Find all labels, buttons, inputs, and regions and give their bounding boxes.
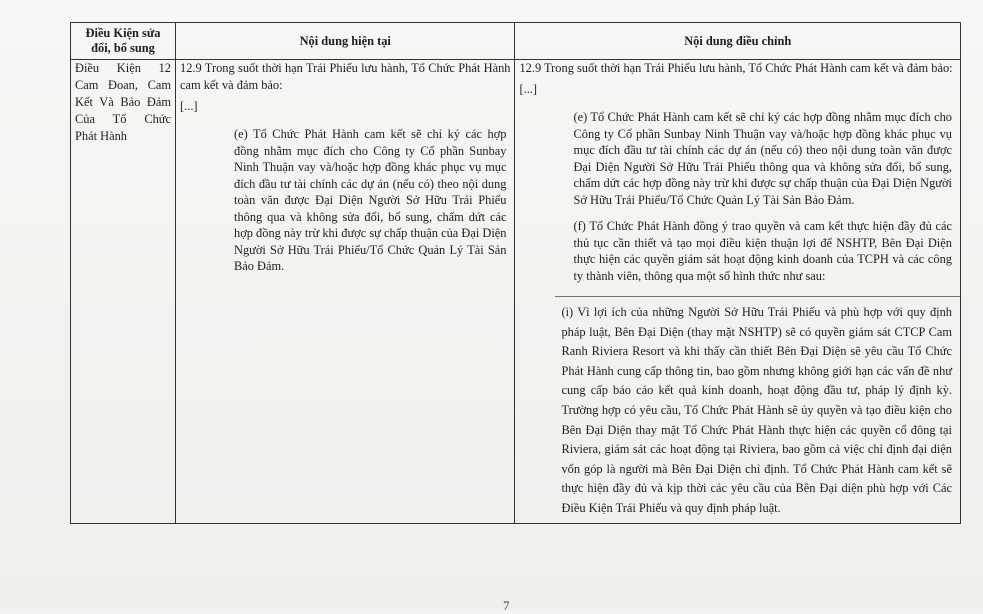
table-header-row xyxy=(71,23,961,60)
condition-cell xyxy=(71,60,176,524)
current-lead-paragraph: 12.9 Trong suốt thời hạn Trái Phiếu lưu hành, Tổ Chức Phát Hành cam kết và đảm bảo: xyxy=(180,61,511,92)
table-row xyxy=(71,60,961,524)
current-ellipsis: [...] xyxy=(180,99,198,113)
current-content-cell xyxy=(176,60,515,524)
current-paragraph-e: (e) Tổ Chức Phát Hành cam kết sẽ chỉ ký các hợp đồng nhằm mục đích cho Công ty Cổ phần Sunbay Ninh Thuận vay và/hoặc hợp đồng khác phục vụ mục đích đầu tư tài chính các dự án (nếu có) theo nội dung toàn văn được Đại Diện Người Sở Hữu Trái Phiếu thông qua và không sửa đổi, bổ sung, chấm dứt các hợp đồng này trừ khi được sự chấp thuận của Đại Diện Người Sở Hữu Trái Phiếu/Tổ Chức Quản Lý Tài Sản Bảo Đảm. xyxy=(234,127,507,273)
adjusted-paragraph-f: (f) Tổ Chức Phát Hành đồng ý trao quyền và cam kết thực hiện đầy đủ các thủ tục cần thiết và tạo mọi điều kiện thuận lợi để NSHTP, Bên Đại Diện thực hiện các quyền giám sát hoạt động kinh doanh của TCPH và các công ty thành viên, thông qua một số hình thức như sau: xyxy=(573,219,952,283)
adjusted-paragraph-i: (i) Vì lợi ích của những Người Sở Hữu Trái Phiếu và phù hợp với quy định pháp luật, Bên Đại Diện (thay mặt NSHTP) sẽ có quyền giám sát CTCP Cam Ranh Riviera Resort và khi thấy cần thiết Bên Đại Diện sẽ yêu cầu Tổ Chức Phát Hành cung cấp thông tin, bao gồm nhưng không giới hạn các vấn đề như cung cấp báo cáo kết quả kinh doanh, hoạt động đầu tư, pháp lý định kỳ. Trường hợp có yêu cầu, Tổ Chức Phát Hành sẽ ủy quyền và tạo điều kiện cho Bên Đại Diện thay mặt Tổ Chức Phát Hành thực hiện các quyền cổ đông tại Riviera, giám sát các hoạt động tại Riviera, bao gồm cả việc chỉ định đại diện vốn góp là người mà Bên Đại Diện chỉ định. Tổ Chức Phát Hành cam kết sẽ thực hiện đầy đủ và kịp thời các yêu cầu của Bên Đại diện phù hợp với Các Điều Kiện Trái Phiếu và quy định pháp luật. xyxy=(561,305,952,515)
adjusted-ellipsis: [...] xyxy=(519,82,538,96)
condition-line: Của Tổ Chức xyxy=(75,112,171,126)
adjusted-paragraph-e: (e) Tổ Chức Phát Hành cam kết sẽ chỉ ký các hợp đồng nhằm mục đích cho Công ty Cổ phần Sunbay Ninh Thuận vay và/hoặc hợp đồng khác phục vụ mục đích đầu tư tài chính các dự án (nếu có) theo nội dung toàn văn được Đại Diện Người Sở Hữu Trái Phiếu thông qua và không sửa đổi, bổ sung, chấm dứt các hợp đồng này trừ khi được sự chấp thuận của Đại Diện Người Sở Hữu Trái Phiếu/Tổ Chức Quản Lý Tài Sản Bảo Đảm. xyxy=(573,110,952,207)
inserted-clause-box xyxy=(555,296,960,523)
header-condition: Điều Kiện sửa đổi, bổ sung xyxy=(71,23,176,60)
header-current-content: Nội dung hiện tại xyxy=(176,23,515,60)
page-number: 7 xyxy=(503,598,510,613)
adjusted-content-cell xyxy=(515,60,961,524)
header-adjusted-content: Nội dung điều chỉnh xyxy=(515,23,961,60)
adjusted-lead-paragraph: 12.9 Trong suốt thời hạn Trái Phiếu lưu hành, Tổ Chức Phát Hành cam kết và đảm bảo: xyxy=(519,61,953,75)
condition-line: Phát Hành xyxy=(75,129,127,143)
condition-line: Kết Và Bảo Đảm xyxy=(75,95,171,109)
amendment-table xyxy=(70,22,961,524)
condition-line: Điều Kiện 12 xyxy=(75,61,171,75)
condition-line: Cam Đoan, Cam xyxy=(75,78,171,92)
